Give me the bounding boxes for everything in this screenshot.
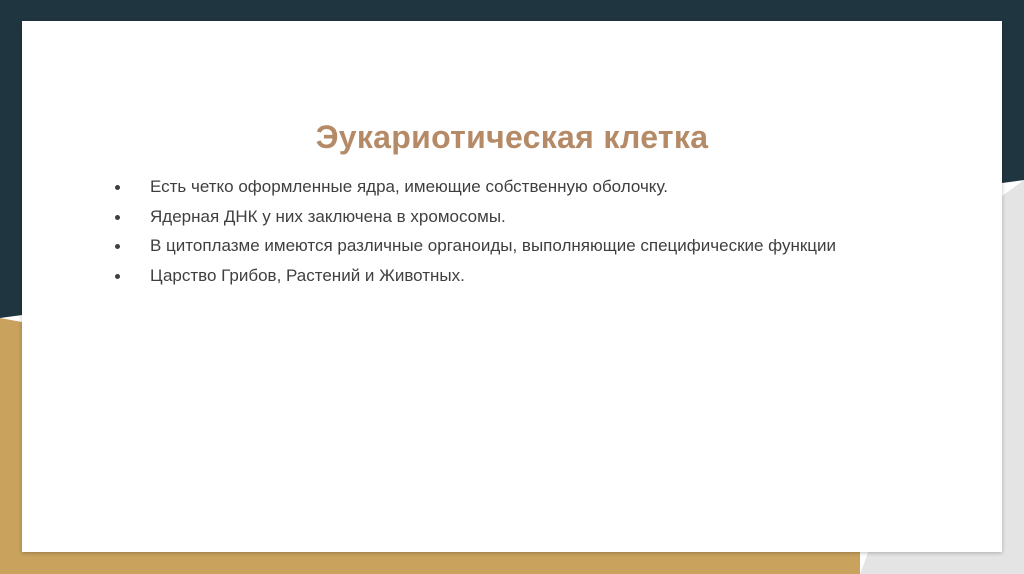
list-item bbox=[115, 202, 915, 232]
list-item bbox=[115, 231, 915, 261]
bullet-dot-icon bbox=[115, 244, 120, 249]
bullet-text: В цитоплазме имеются различные органоиды, выполняющие специфические функции bbox=[150, 236, 837, 255]
bullet-dot-icon bbox=[115, 215, 120, 220]
bullet-list bbox=[115, 172, 915, 290]
slide-card bbox=[22, 21, 1002, 552]
gold-band-edge bbox=[0, 318, 22, 574]
list-item bbox=[115, 261, 915, 291]
bullet-text: Есть четко оформленные ядра, имеющие собственную оболочку. bbox=[150, 177, 668, 196]
bullet-dot-icon bbox=[115, 274, 120, 279]
bullet-text: Царство Грибов, Растений и Животных. bbox=[150, 265, 465, 285]
list-item bbox=[115, 172, 915, 202]
slide-title: Эукариотическая клетка bbox=[315, 119, 709, 155]
bullet-dot-icon bbox=[115, 185, 120, 190]
gold-band-bottom bbox=[0, 552, 860, 574]
bullet-text: Ядерная ДНК у них заключена в хромосомы. bbox=[150, 206, 506, 226]
